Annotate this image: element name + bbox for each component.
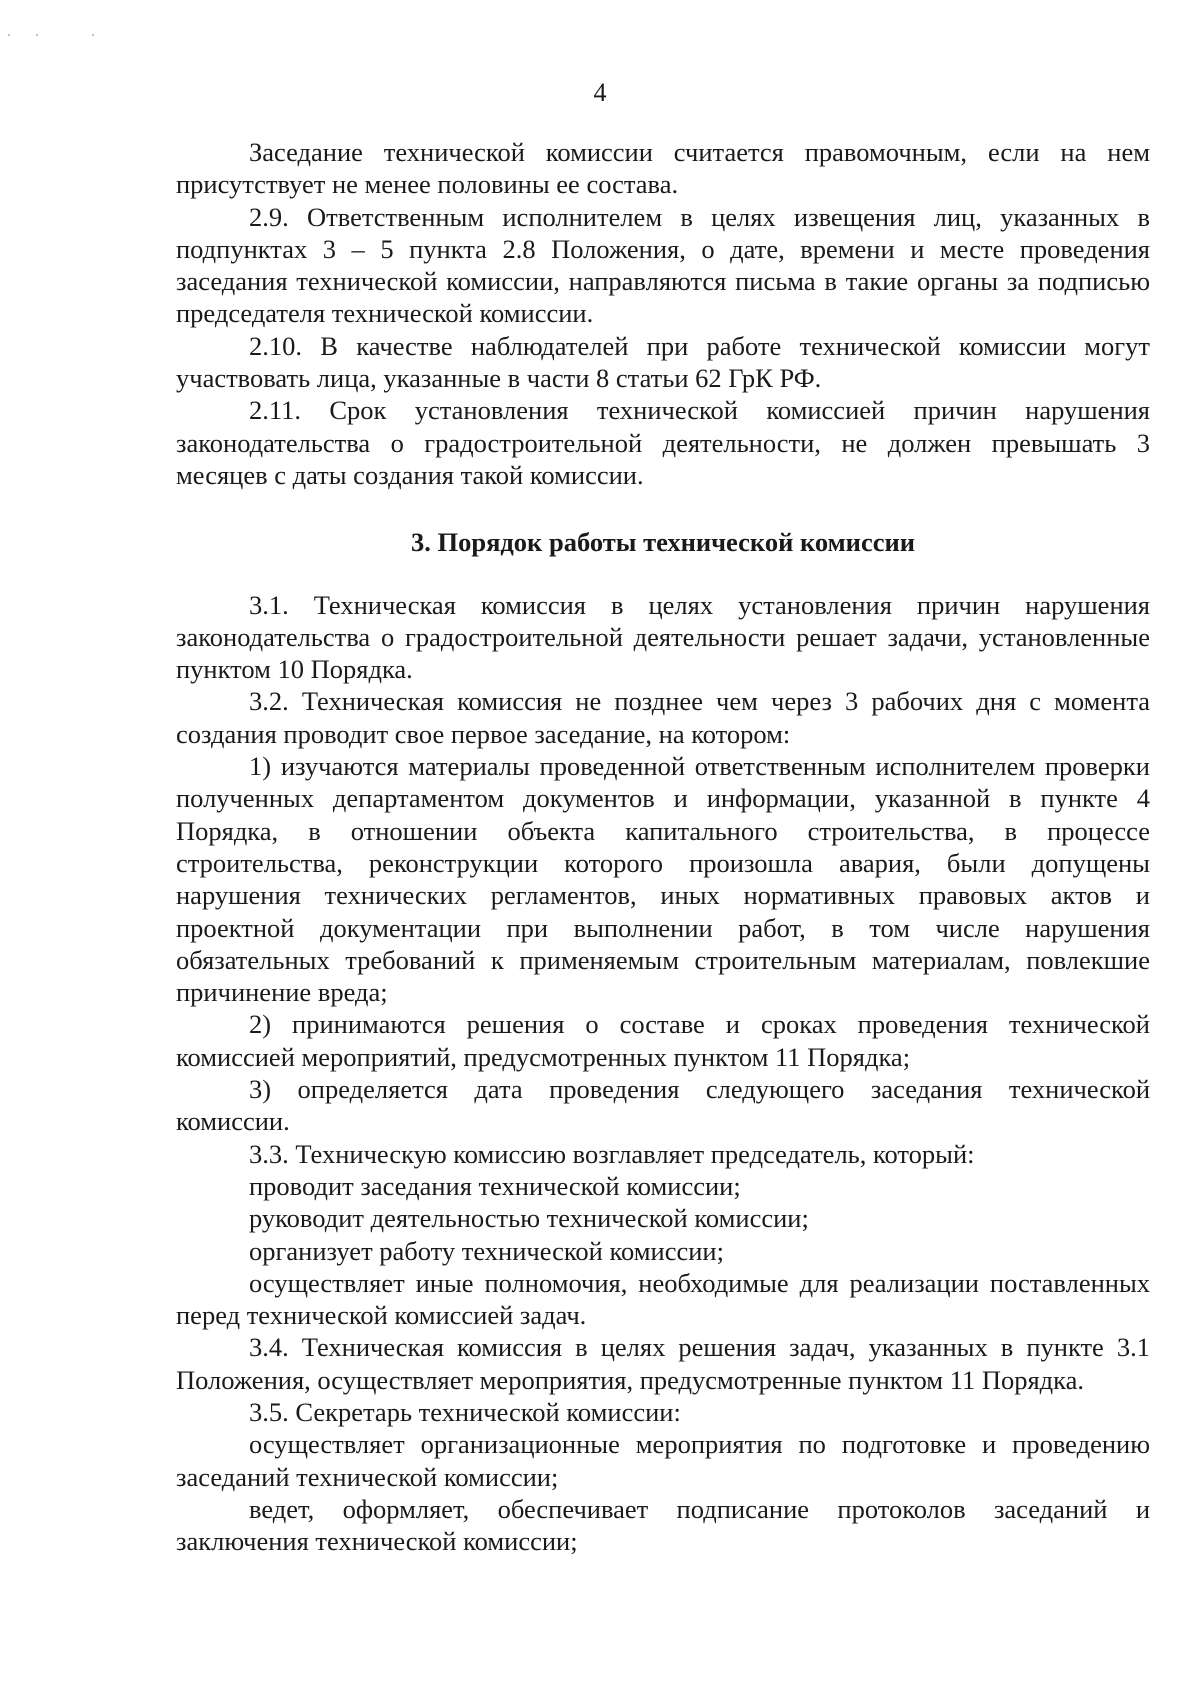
paragraph-3-5: 3.5. Секретарь технической комиссии: bbox=[249, 1396, 681, 1427]
duty-item-conducts-meetings: проводит заседания технической комиссии; bbox=[249, 1170, 741, 1201]
list-item-3-2-3: 3) определяется дата проведения следующего заседания технической комиссии. bbox=[176, 1074, 1150, 1137]
paragraph-3-1: 3.1. Техническая комиссия в целях установления причин нарушения законодательства о градостроительной деятельности решает задачи, установленные пунктом 10 Порядка. bbox=[176, 589, 1150, 685]
scan-artifact bbox=[8, 34, 108, 40]
duty-item-manages-activity: руководит деятельностью технической комиссии; bbox=[249, 1203, 809, 1234]
document-body bbox=[176, 136, 1150, 1557]
paragraph-2-9: 2.9. Ответственным исполнителем в целях извещения лиц, указанных в подпунктах 3 – 5 пункта 2.8 Положения, о дате, времени и месте проведения заседания технической комиссии, направляются письма в такие органы за подписью председателя технической комиссии. bbox=[176, 201, 1150, 329]
paragraph-3-2: 3.2. Техническая комиссия не позднее чем через 3 рабочих дня с момента создания проводит свое первое заседание, на котором: bbox=[176, 686, 1150, 749]
list-item-3-2-1: 1) изучаются материалы проведенной ответственным исполнителем проверки полученных департаментом документов и информации, указанной в пункте 4 Порядка, в отношении объекта капитального строительства, в процессе строительства, реконструкции которого произошла авария, были допущены нарушения технических регламентов, иных нормативных правовых актов и проектной документации при выполнении работ, в том числе нарушения обязательных требований к применяемым строительным материалам, повлекшие причинение вреда; bbox=[176, 751, 1150, 1008]
page-number: 4 bbox=[593, 78, 607, 107]
secretary-item-protocols: ведет, оформляет, обеспечивает подписание протоколов заседаний и заключения технической комиссии; bbox=[176, 1493, 1150, 1557]
duty-item-other-powers: осуществляет иные полномочия, необходимые для реализации поставленных перед технической комиссией задач. bbox=[176, 1267, 1150, 1331]
secretary-item-organizes: осуществляет организационные мероприятия по подготовке и проведению заседаний технической комиссии; bbox=[176, 1429, 1150, 1492]
paragraph-quorum: Заседание технической комиссии считается правомочным, если на нем присутствует не менее половины ее состава. bbox=[176, 137, 1150, 200]
paragraph-3-3: 3.3. Техническую комиссию возглавляет председатель, который: bbox=[249, 1138, 975, 1169]
paragraph-2-11: 2.11. Срок установления технической комиссией причин нарушения законодательства о градостроительной деятельности, не должен превышать 3 месяцев с даты создания такой комиссии. bbox=[176, 395, 1150, 490]
section-heading: 3. Порядок работы технической комиссии bbox=[410, 527, 916, 558]
paragraph-2-10: 2.10. В качестве наблюдателей при работе технической комиссии могут участвовать лица, указанные в части 8 статьи 62 ГрК РФ. bbox=[176, 330, 1150, 394]
duty-item-organizes-work: организует работу технической комиссии; bbox=[249, 1235, 724, 1266]
list-item-3-2-2: 2) принимаются решения о составе и сроках проведения технической комиссией мероприятий, предусмотренных пунктом 11 Порядка; bbox=[176, 1009, 1150, 1072]
paragraph-3-4: 3.4. Техническая комиссия в целях решения задач, указанных в пункте 3.1 Положения, осуществляет мероприятия, предусмотренные пунктом 11 Порядка. bbox=[176, 1332, 1150, 1395]
